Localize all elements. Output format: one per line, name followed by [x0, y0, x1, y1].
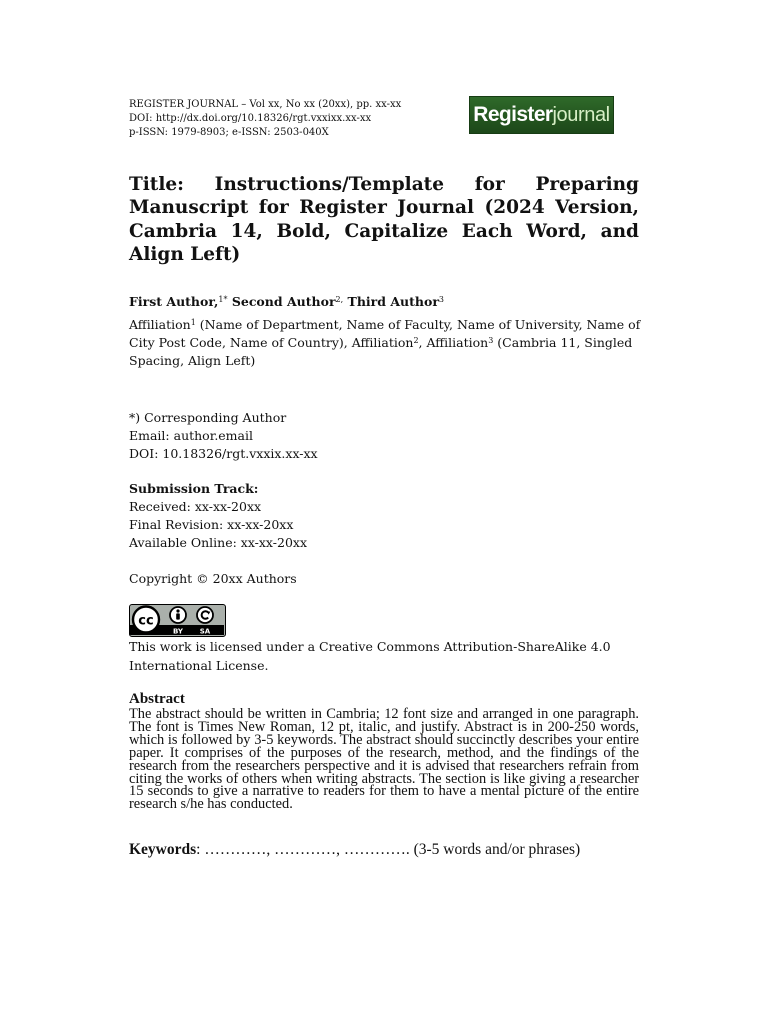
keywords-value: : …………, …………, …………. (3-5 words and/or phrases): [196, 841, 581, 858]
first-author: First Author,: [129, 294, 219, 309]
affiliation-part-2: (Name of Department, Name of Faculty, Name of University, Name of City Post Code, Name of Country), Affiliation: [129, 317, 641, 350]
cc-by-label: BY: [172, 627, 184, 635]
second-author: Second Author: [231, 294, 336, 309]
article-doi: DOI: 10.18326/rgt.vxxix.xx-xx: [129, 446, 318, 461]
second-author-sup: 2,: [335, 295, 344, 304]
third-author: Third Author: [347, 294, 439, 309]
abstract-body: The abstract should be written in Cambria; 12 font size and arranged in one paragraph. The font is Times New Roman, 12 pt, italic, and justify. Abstract is in 200-250 words, which is followed by 3-5 keywords. The abstract should succinctly describes your entire paper. It comprises of the purposes of the research, method, and the findings of the research from the researchers perspective and it is advised that researchers refrain from citing the works of others when writing abstracts. The section is like giving a researcher 15 seconds to give a narrative to readers for them to have a mental picture of the entire research s/he has conducted.: [129, 706, 639, 813]
corresponding-author-block: [129, 409, 529, 463]
submission-track: [129, 480, 529, 552]
abstract-heading: Abstract: [129, 691, 185, 707]
author-email: Email: author.email: [129, 428, 253, 443]
paper-title: Title: Instructions/Template for Preparing Manuscript for Register Journal (2024 Version, Cambria 14, Bold, Capitalize Each Word, and Align Left): [129, 174, 639, 265]
cc-sa-label: SA: [199, 627, 211, 635]
journal-issn-line: p-ISSN: 1979-8903; e-ISSN: 2503-040X: [129, 127, 329, 138]
creative-commons-by-sa-icon[interactable]: [129, 604, 226, 637]
license-text: This work is licensed under a Creative Commons Attribution-ShareAlike 4.0 International License.: [129, 639, 611, 673]
available-online-date: Available Online: xx-xx-20xx: [129, 535, 307, 550]
affiliation-part-4: (Cambria 11, Singled Spacing, Align Left): [129, 335, 633, 368]
affiliation-sup-1: 1: [190, 318, 196, 327]
affiliation-block: [129, 316, 649, 370]
logo-word-register: Register: [473, 103, 553, 126]
logo-word-journal: journal: [552, 103, 610, 126]
register-journal-logo: [469, 96, 614, 134]
affiliation-part-3: , Affiliation: [418, 335, 489, 350]
affiliation-sup-2: 2: [413, 336, 419, 345]
received-date: Received: xx-xx-20xx: [129, 499, 262, 514]
journal-header-meta: [129, 98, 449, 140]
author-line: [129, 293, 649, 311]
submission-track-heading: Submission Track:: [129, 481, 259, 496]
journal-volume-line: REGISTER JOURNAL – Vol xx, No xx (20xx), pp. xx-xx: [129, 99, 402, 110]
third-author-sup: 3: [438, 295, 445, 304]
copyright-line: Copyright © 20xx Authors: [129, 571, 297, 586]
final-revision-date: Final Revision: xx-xx-20xx: [129, 517, 294, 532]
keywords-label: Keywords: [129, 841, 197, 858]
first-author-sup: 1*: [218, 295, 228, 304]
journal-doi-line: DOI: http://dx.doi.org/10.18326/rgt.vxxixx.xx-xx: [129, 113, 372, 124]
svg-text:cc: cc: [138, 613, 154, 629]
affiliation-sup-3: 3: [488, 336, 494, 345]
corresponding-author-label: *) Corresponding Author: [129, 410, 287, 425]
affiliation-part-1: Affiliation: [129, 317, 191, 332]
keywords-line: [129, 840, 649, 860]
